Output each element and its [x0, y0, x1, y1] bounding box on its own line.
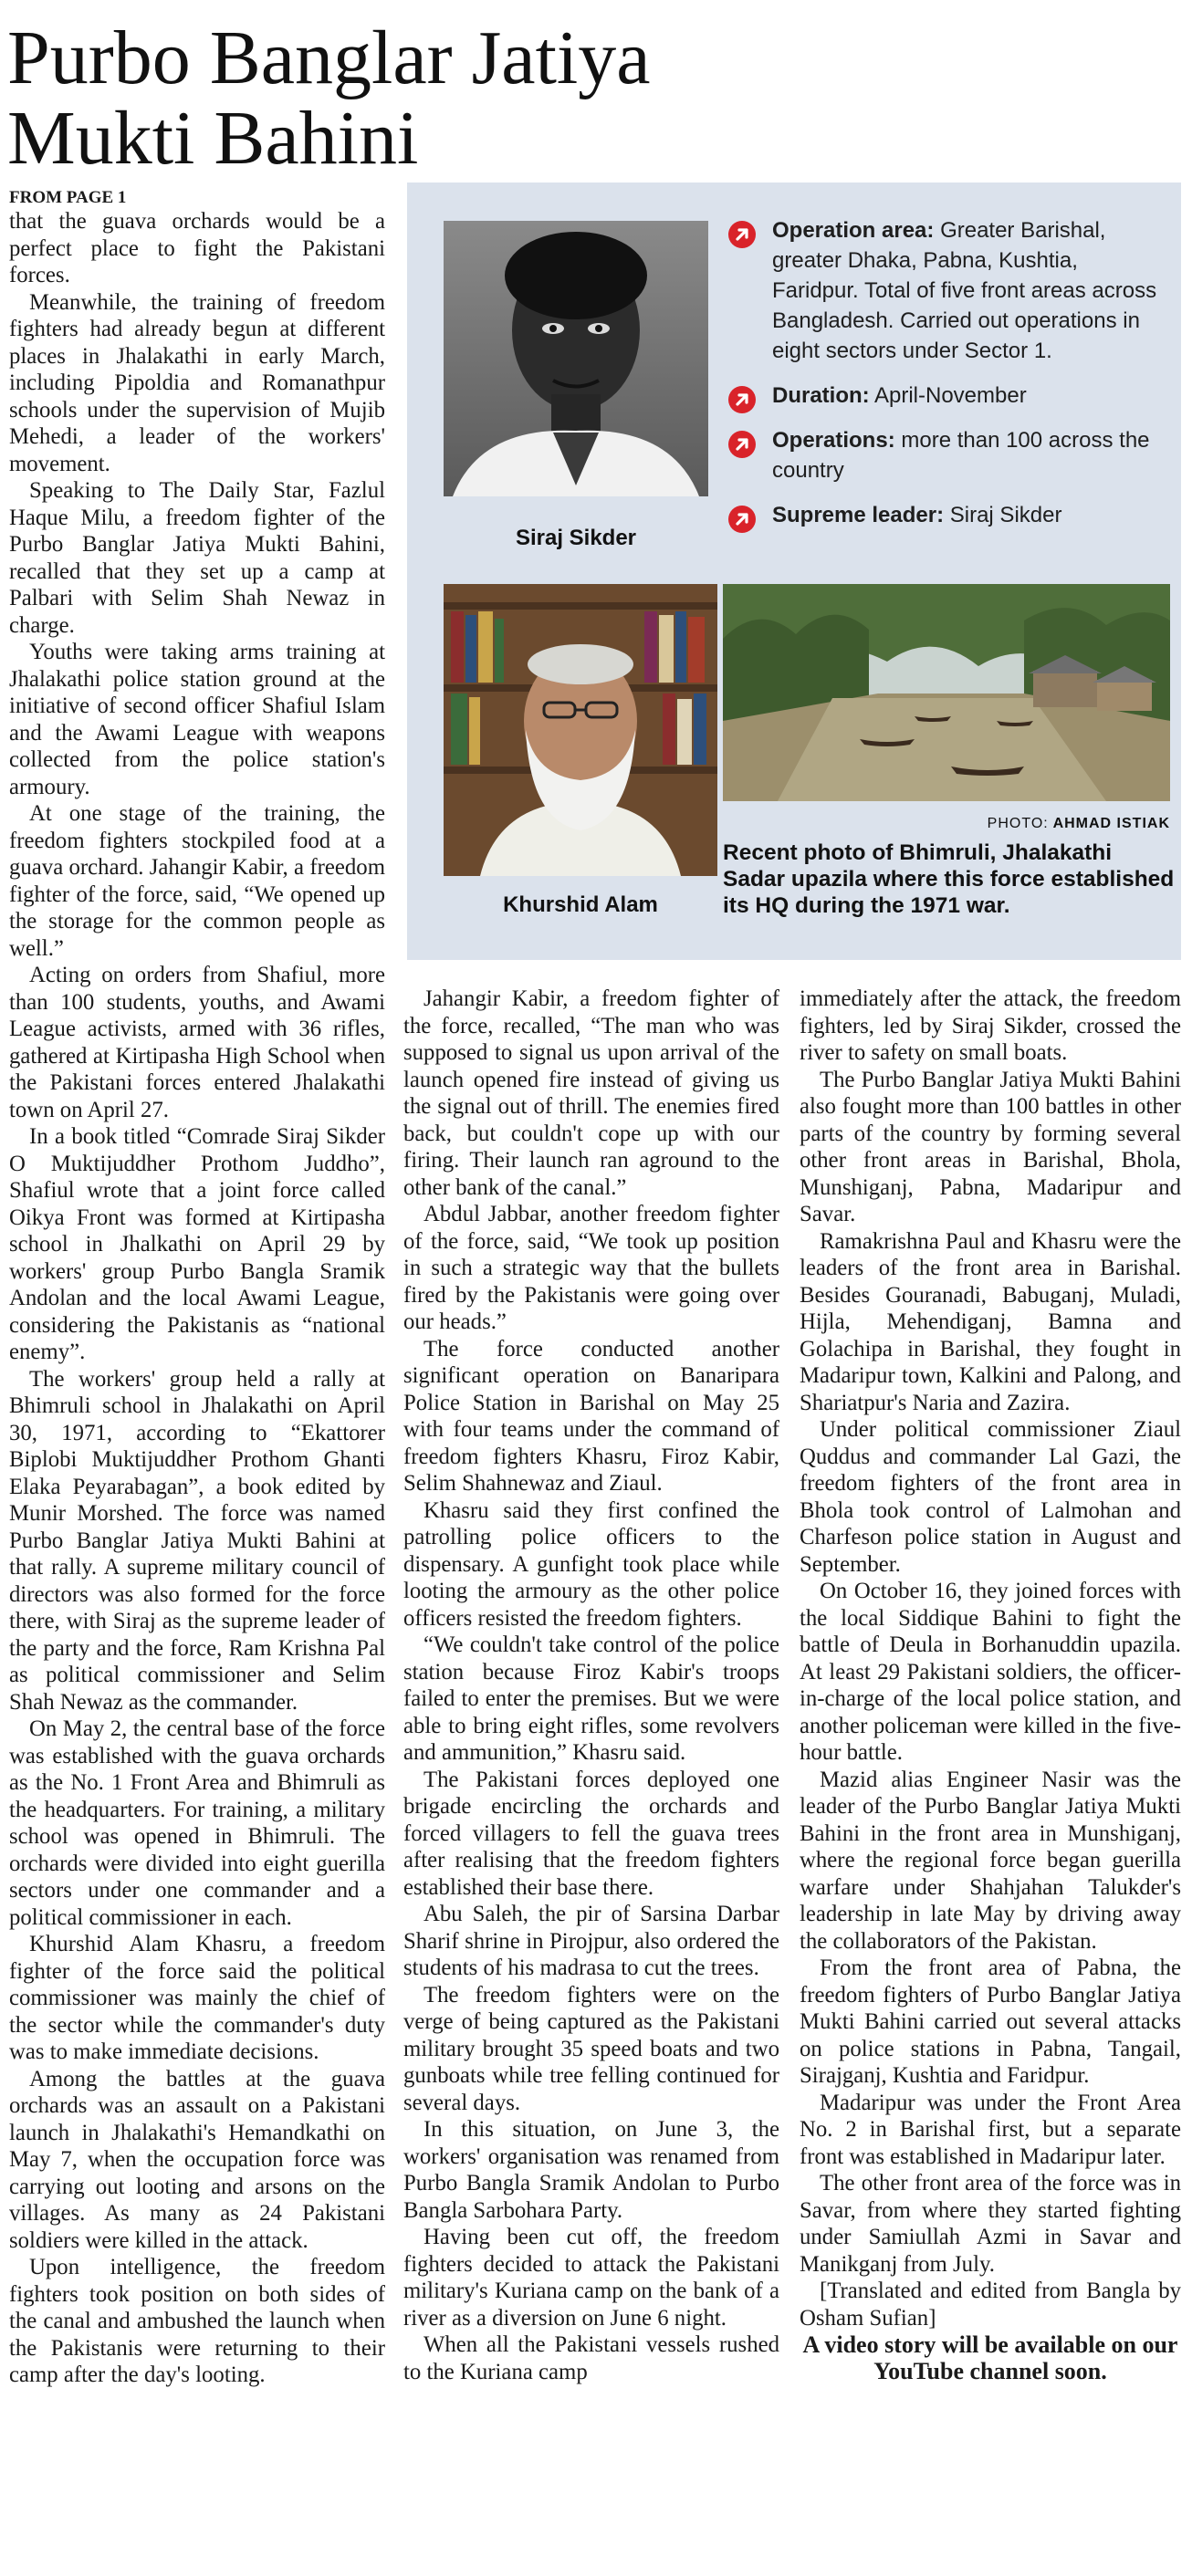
paragraph: Mazid alias Engineer Nasir was the leader of the Purbo Banglar Jatiya Mukti Bahini in the front area in Munshiganj, where the regional force began guerilla warfare under Shahjahan Talukder's leadership in late May by driving away the collaborators of the Pakistan. — [800, 1767, 1181, 1954]
headline: Purbo Banglar Jatiya Mukti Bahini — [7, 16, 651, 181]
photo-credit-name: AHMAD ISTIAK — [1052, 816, 1170, 831]
paragraph: When all the Pakistani vessels rushed to the Kuriana camp — [403, 2332, 779, 2384]
paragraph: Upon intelligence, the freedom fighters took position on both sides of the canal and ambushed the launch when the Pakistanis were returning to their camp after the day's looting. — [9, 2255, 385, 2387]
paragraph: The other front area of the force was in Savar, from where they started fighting under Samiullah Azmi in Savar and Manikganj from July. — [800, 2171, 1181, 2277]
arrow-bullet-icon — [728, 431, 756, 458]
paragraph: At one stage of the training, the freedom fighters stockpiled food at a guava orchard. Jahangir Kabir, a freedom fighter of the force, said, “We opened up the storage for the common people as well.” — [9, 801, 385, 961]
photo-credit — [723, 816, 1170, 832]
fact-text: Greater Barishal, greater Dhaka, Pabna, Kushtia, Faridpur. Total of five front areas across Bangladesh. Carried out operations in eight sectors under Sector 1. — [772, 218, 1157, 363]
paragraph: that the guava orchards would be a perfect place to fight the Pakistani forces. — [9, 209, 385, 287]
paragraph: Among the battles at the guava orchards was an assault on a Pakistani launch in Jhalakathi's Hemandkathi on May 7, when the occupation force was carrying out looting and arsons on the villages. As many as 24 Pakistani soldiers were killed in the attack. — [9, 2066, 385, 2253]
fact-item — [728, 425, 1157, 485]
photo-credit-label: PHOTO: — [987, 816, 1049, 831]
arrow-bullet-icon — [728, 221, 756, 248]
paragraph: Meanwhile, the training of freedom fighters had already begun at different places in Jhalakathi in early March, including Pipoldia and Romanathpur schools under the supervision of Mujib Mehedi, a leader of the workers' movement. — [9, 289, 385, 476]
paragraph: Khurshid Alam Khasru, a freedom fighter of the force said the political commissioner was mainly the chief of the sector while the commander's duty was to make immediate decisions. — [9, 1932, 385, 2064]
paragraph: Khasru said they first confined the patrolling police officers to the dispensary. A gunfight took place while looting the armoury as the other police officers resisted the freedom fighters. — [403, 1497, 779, 1631]
arrow-bullet-icon — [728, 386, 756, 413]
paragraph: Speaking to The Daily Star, Fazlul Haque Milu, a freedom fighter of the Purbo Banglar Jatiya Mukti Bahini, recalled that they set up a camp at Palbari with Selim Shah Newaz in charge. — [9, 478, 385, 638]
paragraph: In this situation, on June 3, the workers' organisation was renamed from Purbo Bangla Sramik Andolan to Purbo Bangla Sarbohara Party. — [403, 2117, 779, 2223]
paragraph: Acting on orders from Shafiul, more than 100 students, youths, and Awami League activists, armed with 36 rifles, gathered at Kirtipasha High School when the Pakistani forces entered Jhalakathi town on April 27. — [9, 963, 385, 1122]
fact-text: April-November — [874, 383, 1027, 408]
paragraph: Abdul Jabbar, another freedom fighter of the force, said, “We took up position in such a strategic way that the bullets fired by the Pakistanis were going over our heads.” — [403, 1202, 779, 1334]
article-column-3 — [800, 986, 1181, 2576]
paragraph: Having been cut off, the freedom fighters decided to attack the Pakistani military's Kuriana camp on the bank of a river as a diversion on June 6 night. — [403, 2225, 779, 2331]
from-page-label: FROM PAGE 1 — [9, 188, 127, 207]
fact-item — [728, 381, 1157, 411]
portrait-silhouette-icon — [444, 221, 708, 496]
fact-item — [728, 500, 1157, 530]
fact-label: Supreme leader: — [772, 503, 945, 527]
river-village-scene-icon — [723, 584, 1170, 801]
khurshid-alam-photo — [444, 584, 717, 876]
bhimruli-photo-caption: Recent photo of Bhimruli, Jhalakathi Sadar upazila where this force established its HQ during the 1971 war. — [723, 840, 1175, 918]
fact-label: Duration: — [772, 383, 870, 408]
paragraph: From the front area of Pabna, the freedom fighters of Purbo Banglar Jatiya Mukti Bahini carried out several attacks on police stations in Pabna, Tangail, Sirajganj, Kushtia and Faridpur. — [800, 1955, 1181, 2088]
paragraph: The Pakistani forces deployed one brigade encircling the orchards and forced villagers to fell the guava trees after realising that the freedom fighters established their base there. — [403, 1767, 779, 1900]
arrow-bullet-icon — [728, 506, 756, 533]
fact-label: Operation area: — [772, 218, 935, 243]
fact-list — [728, 215, 1157, 545]
fact-text: more than 100 across the country — [772, 428, 1150, 483]
paragraph: On October 16, they joined forces with the local Siddique Bahini to fight the battle of Deula in Borhanuddin upazila. At least 29 Pakistani soldiers, the officer-in-charge of the local police station, and another policeman were killed in the five-hour battle. — [800, 1579, 1181, 1765]
video-promo: A video story will be available on our YouTube channel soon. — [802, 2331, 1178, 2384]
paragraph: immediately after the attack, the freedom fighters, led by Siraj Sikder, crossed the river to safety on small boats. — [800, 986, 1181, 1065]
fact-text: Siraj Sikder — [949, 503, 1062, 527]
khurshid-photo-caption: Khurshid Alam — [503, 892, 658, 917]
paragraph: Under political commissioner Ziaul Quddus and commander Lal Gazi, the freedom fighters of the front area in Bhola took control of Lalmohan and Charfeson police station in August and September. — [800, 1417, 1181, 1577]
siraj-photo-caption: Siraj Sikder — [515, 526, 637, 550]
paragraph: The workers' group held a rally at Bhimruli school in Jhalakathi on April 30, 1971, according to “Ekattorer Biplobi Muktijuddher Prothom Ghanti Elaka Peyarabagan”, a book edited by Munir Morshed. The force was named Purbo Banglar Jatiya Mukti Bahini at that rally. A supreme military council of directors was also formed for the force there, with Siraj as the supreme leader of the party and the force, Ram Krishna Pal as political commissioner and Selim Shah Newaz as the commander. — [9, 1366, 385, 1715]
siraj-sikder-photo — [444, 221, 708, 496]
paragraph: On May 2, the central base of the force was established with the guava orchards as the No. 1 Front Area and Bhimruli as the headquarters. For training, a military school was opened in Bhimruli. The orchards were divided into eight guerilla sectors under one commander and a political commissioner in each. — [9, 1716, 385, 1930]
fact-label: Operations: — [772, 428, 895, 453]
translation-credit: [Translated and edited from Bangla by Osham Sufian] — [800, 2279, 1181, 2331]
fact-box — [407, 183, 1181, 960]
paragraph: Youths were taking arms training at Jhalakathi police station ground at the initiative of second officer Shafiul Islam and the Awami League with weapons collected from the police station's armoury. — [9, 640, 385, 799]
paragraph: Jahangir Kabir, a freedom fighter of the force, recalled, “The man who was supposed to signal us upon arrival of the launch opened fire instead of giving us the signal out of thrill. The enemies fired back, but couldn't cope up with our firing. Their launch ran aground to the other bank of the canal.” — [403, 986, 779, 1200]
paragraph: “We couldn't take control of the police station because Firoz Kabir's troops failed to enter the premises. But we were able to bring eight rifles, some revolvers and ammunition,” Khasru said. — [403, 1632, 779, 1765]
portrait-bookshelf-icon — [444, 584, 717, 876]
article-column-2 — [403, 986, 779, 2576]
paragraph: The Purbo Banglar Jatiya Mukti Bahini also fought more than 100 battles in other parts of the country by forming several other front areas in Barishal, Bhola, Munshiganj, Pabna, Madaripur and Savar. — [800, 1067, 1181, 1226]
paragraph: The force conducted another significant operation on Banaripara Police Station in Barishal on May 25 with four teams under the command of freedom fighters Khasru, Firoz Kabir, Selim Shahnewaz and Ziaul. — [403, 1336, 779, 1496]
paragraph: The freedom fighters were on the verge of being captured as the Pakistani military brought 35 speed boats and two gunboats while tree felling continued for several days. — [403, 1982, 779, 2115]
paragraph: In a book titled “Comrade Siraj Sikder O Muktijuddher Prothom Juddho”, Shafiul wrote that a joint force called Oikya Front was formed at Kirtipasha school in Jhalkathi on April 29 by workers' group Purbo Bangla Sramik Andolan and the local Awami League, considering the Pakistanis as “national enemy”. — [9, 1124, 385, 1364]
paragraph: Abu Saleh, the pir of Sarsina Darbar Sharif shrine in Pirojpur, also ordered the students of his madrasa to cut the trees. — [403, 1902, 779, 1980]
article-column-1 — [9, 208, 385, 2576]
fact-item — [728, 215, 1157, 366]
paragraph: Madaripur was under the Front Area No. 2 in Barishal first, but a separate front was established in Madaripur later. — [800, 2090, 1181, 2169]
paragraph: Ramakrishna Paul and Khasru were the leaders of the front area in Barishal. Besides Gouranadi, Babuganj, Muladi, Hijla, Mehendiganj, Bamna and Golachipa in Barishal, they fought in Madaripur town, Kalkini and Palong, and Shariatpur's Naria and Zazira. — [800, 1228, 1181, 1415]
bhimruli-photo — [723, 584, 1170, 801]
